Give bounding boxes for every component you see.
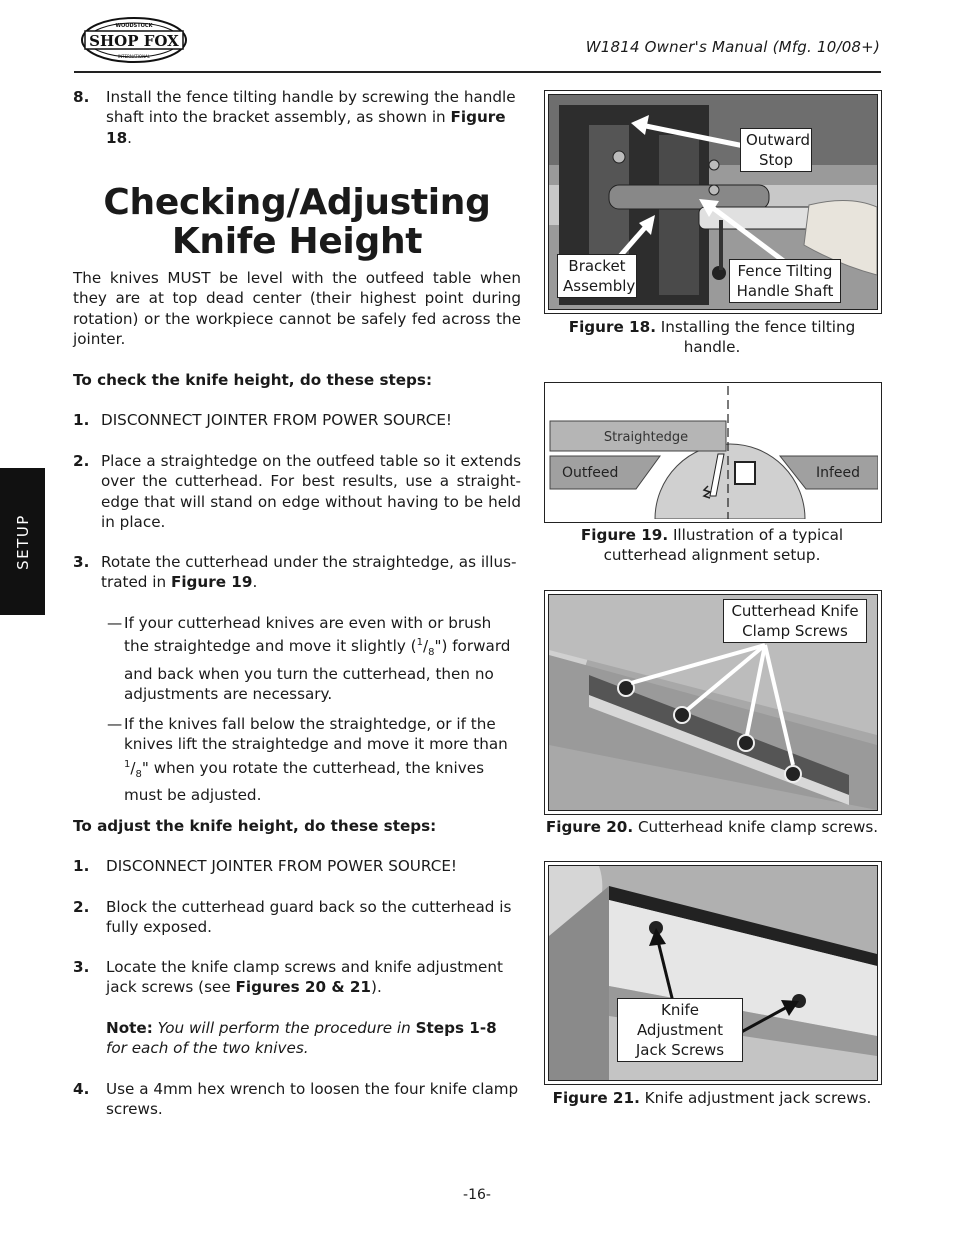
check-substep-2: — If the knives fall below the straightedge, or if the knives lift the straightedge and move it more than $^1/_8$" when you rotate the cutterhead, the knives must be adjusted.: [107, 715, 508, 804]
caption-text: Installing the fence tilting handle.: [660, 318, 856, 357]
step-text: Install the fence tilting handle by screwing the handle shaft into the bracket assembly, as shown in: [106, 88, 516, 127]
check-steps-heading: To check the knife height, do these steps:: [73, 371, 433, 389]
adjust-step-1: [73, 856, 521, 876]
section-title: Checking/Adjusting Knife Height: [103, 182, 491, 262]
figure-reference: Figures 20 & 21: [235, 978, 372, 997]
figure-18-frame: [544, 90, 882, 314]
caption-label: Figure 18.: [568, 318, 656, 336]
substep-text-end: " when you rotate the cutterhead, the knives must be adjusted.: [124, 758, 485, 804]
callout-text: Outward Stop: [746, 131, 811, 169]
figure-19-frame: [544, 382, 882, 523]
figure-reference: Figure 18: [106, 108, 506, 147]
step-number: 8.: [73, 88, 90, 106]
step-text: Use a 4mm hex wrench to loosen the four knife clamp screws.: [106, 1080, 519, 1119]
adjust-step-2: [73, 897, 521, 938]
substep-text: If your cutterhead knives are even with or brush the straightedge and move it slightly (: [124, 614, 492, 656]
callout-outward-stop: [740, 128, 812, 172]
callout-text: Knife Adjustment Jack Screws: [635, 1001, 725, 1059]
fraction-denominator: 8: [428, 647, 435, 659]
callout-text: Cutterhead Knife Clamp Screws: [731, 602, 859, 640]
check-step-2: [73, 451, 521, 532]
manual-title: W1814 Owner's Manual (Mfg. 10/08+): [585, 38, 880, 56]
step-number: 2.: [73, 452, 90, 470]
caption-label: Figure 19.: [580, 526, 669, 544]
callout-bracket-assembly: [557, 254, 637, 298]
figure-18-caption: [544, 317, 880, 358]
outfeed-label: Outfeed: [562, 465, 619, 481]
figure-20-caption: [544, 817, 880, 837]
step-number: 3.: [73, 553, 90, 571]
step-number: 1.: [73, 411, 90, 429]
logo-ring-bottom: INTERNATIONAL: [117, 54, 151, 59]
callout-cutterhead-knife-clamp-screws: [723, 599, 867, 643]
section-side-tab: [0, 468, 45, 615]
infeed-label: Infeed: [815, 465, 860, 481]
figure-reference: Figure 19: [170, 573, 253, 592]
step-number: 2.: [73, 898, 90, 916]
adjust-step-4: [73, 1079, 521, 1120]
figure-19-caption: [544, 525, 880, 566]
caption-label: Figure 21.: [552, 1089, 640, 1107]
step-text: Block the cutterhead guard back so the cutterhead is fully exposed.: [106, 898, 512, 937]
caption-label: Figure 20.: [545, 818, 634, 836]
page-number: -16-: [463, 1187, 491, 1203]
step-text: Place a straightedge on the outfeed table so it extends over the cutterhead. For best results, use a straight-edge that will stand on edge without having to be held in place.: [101, 452, 521, 531]
figure-20-frame: [544, 590, 882, 815]
adjust-note: [73, 1018, 521, 1059]
caption-text: Illustration of a typical cutterhead alignment setup.: [603, 526, 844, 565]
figure-21-frame: [544, 861, 882, 1085]
note-label: Note:: [106, 1019, 153, 1037]
note-text-end: for each of the two knives.: [106, 1039, 309, 1058]
check-step-3: [73, 552, 521, 593]
note-text: You will perform the procedure in: [157, 1019, 416, 1037]
straightedge-label: Straightedge: [603, 430, 689, 445]
step-8: [73, 87, 521, 148]
caption-text: Cutterhead knife clamp screws.: [637, 818, 879, 836]
step-text: Locate the knife clamp screws and knife adjustment jack screws (see: [106, 958, 503, 997]
dash-bullet: —: [107, 715, 123, 733]
step-number: 1.: [73, 857, 90, 875]
step-text-end: .: [252, 573, 258, 592]
logo-text: SHOP FOX: [89, 32, 179, 50]
step-number: 4.: [73, 1080, 90, 1098]
logo-ring-top: WOODSTOCK: [115, 23, 153, 29]
substep-text: If the knives fall below the straightedge, or if the knives lift the straightedge and move it more than: [124, 715, 508, 754]
intro-paragraph: The knives MUST be level with the outfeed table when they are at top dead center (their highest point during rotation) or the workpiece cannot be safely fed across the jointer.: [73, 269, 521, 348]
check-step-1: [73, 410, 521, 430]
shop-fox-logo: [80, 16, 188, 64]
header-rule: [74, 71, 881, 73]
step-text: DISCONNECT JOINTER FROM POWER SOURCE!: [106, 857, 458, 875]
step-text: Rotate the cutterhead under the straightedge, as illus-trated in: [101, 553, 517, 592]
steps-reference: Steps 1-8: [415, 1019, 497, 1037]
step-text: DISCONNECT JOINTER FROM POWER SOURCE!: [101, 411, 453, 429]
callout-fence-tilting-handle-shaft: [729, 259, 841, 303]
substep-text-end: ") forward and back when you turn the cutterhead, then no adjustments are necessary.: [124, 637, 511, 703]
step-text-end: ).: [371, 978, 382, 997]
fraction-numerator: 1: [124, 758, 131, 770]
caption-text: Knife adjustment jack screws.: [644, 1089, 872, 1107]
callout-text: Bracket Assembly: [563, 257, 636, 295]
callout-knife-adjustment-jack-screws: [617, 998, 743, 1062]
dash-bullet: —: [107, 614, 123, 632]
step-text-end: .: [127, 128, 132, 147]
adjust-steps-heading: To adjust the knife height, do these steps:: [73, 817, 437, 835]
callout-text: Fence Tilting Handle Shaft: [736, 262, 834, 300]
step-number: 3.: [73, 958, 90, 976]
figure-19-illustration: [548, 386, 878, 519]
fraction-numerator: 1: [416, 637, 423, 649]
check-substep-1: — If your cutterhead knives are even with or brush the straightedge and move it slightly $(^1/_8")$ forward and back when you turn the cutterhead, then no adjustments are necessary.: [107, 614, 511, 703]
fraction-denominator: 8: [135, 768, 142, 780]
adjust-step-3: [73, 957, 521, 998]
figure-21-caption: [544, 1088, 880, 1108]
side-tab-label: SETUP: [13, 513, 32, 570]
